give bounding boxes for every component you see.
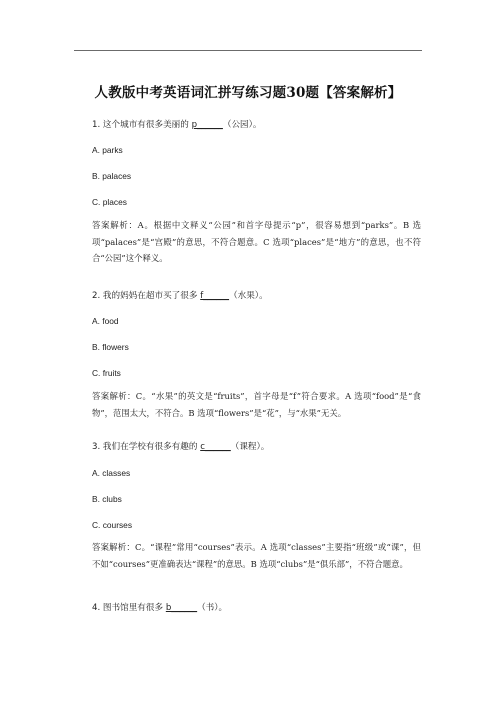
question-2-option-c: C. fruits	[92, 368, 121, 378]
header-rule	[74, 50, 422, 51]
question-1-analysis-text: 答案解析：A。根据中文释义“公园”和首字母提示“p”，很容易想到“parks”。B 选项“palaces”是“宫殿”的意思，不符合题意。C 选项“places”是“地方”的意思，也不符合“公园”这个释义。	[92, 220, 421, 263]
question-2-stem	[92, 291, 268, 302]
question-1-option-c: C. places	[92, 197, 127, 207]
question-3-analysis	[75, 539, 421, 572]
question-4-prefix: 4. 图书馆里有很多	[92, 603, 166, 613]
question-4-suffix: （书）。	[197, 603, 228, 613]
document-title: 人教版中考英语词汇拼写练习题30题【答案解析】	[94, 85, 402, 101]
question-3-option-b: B. clubs	[92, 494, 122, 504]
question-1-suffix: （公园）。	[222, 120, 262, 130]
question-3-blank: c______	[200, 442, 231, 452]
question-1-stem	[92, 120, 262, 131]
question-1-prefix: 1. 这个城市有很多美丽的	[92, 120, 192, 130]
question-1-analysis	[75, 217, 421, 267]
question-1-option-b: B. palaces	[92, 171, 132, 181]
question-3-analysis-text: 答案解析：C。“课程”常用“courses”表示。A 选项“classes”主要指“班级”或“课”，但不如“courses”更准确表达“课程”的意思。B 选项“clubs”是“俱乐部”，不符合题意。	[92, 542, 421, 569]
question-2-prefix: 2. 我的妈妈在超市买了很多	[92, 291, 201, 301]
question-2-analysis-text: 答案解析：C。“水果”的英文是“fruits”，首字母是“f”符合要求。A 选项“food”是“食物”，范围太大，不符合。B 选项“flowers”是“花”，与“水果”无关。	[92, 391, 421, 418]
question-3-prefix: 3. 我们在学校有很多有趣的	[92, 442, 201, 452]
question-4-blank: b______	[165, 603, 198, 613]
question-2-blank: f______	[200, 291, 230, 301]
question-2-analysis	[75, 388, 421, 421]
question-3-option-c: C. courses	[92, 520, 133, 530]
question-1-blank: p______	[191, 120, 223, 130]
question-4-stem	[92, 603, 227, 614]
question-1-option-a: A. parks	[92, 145, 123, 155]
question-3-suffix: （课程）。	[230, 442, 270, 452]
question-2-suffix: （水果）。	[229, 291, 268, 301]
question-3-stem	[92, 442, 269, 453]
question-2-option-a: A. food	[92, 316, 119, 326]
question-2-option-b: B. flowers	[92, 342, 129, 352]
question-3-option-a: A. classes	[92, 468, 131, 478]
